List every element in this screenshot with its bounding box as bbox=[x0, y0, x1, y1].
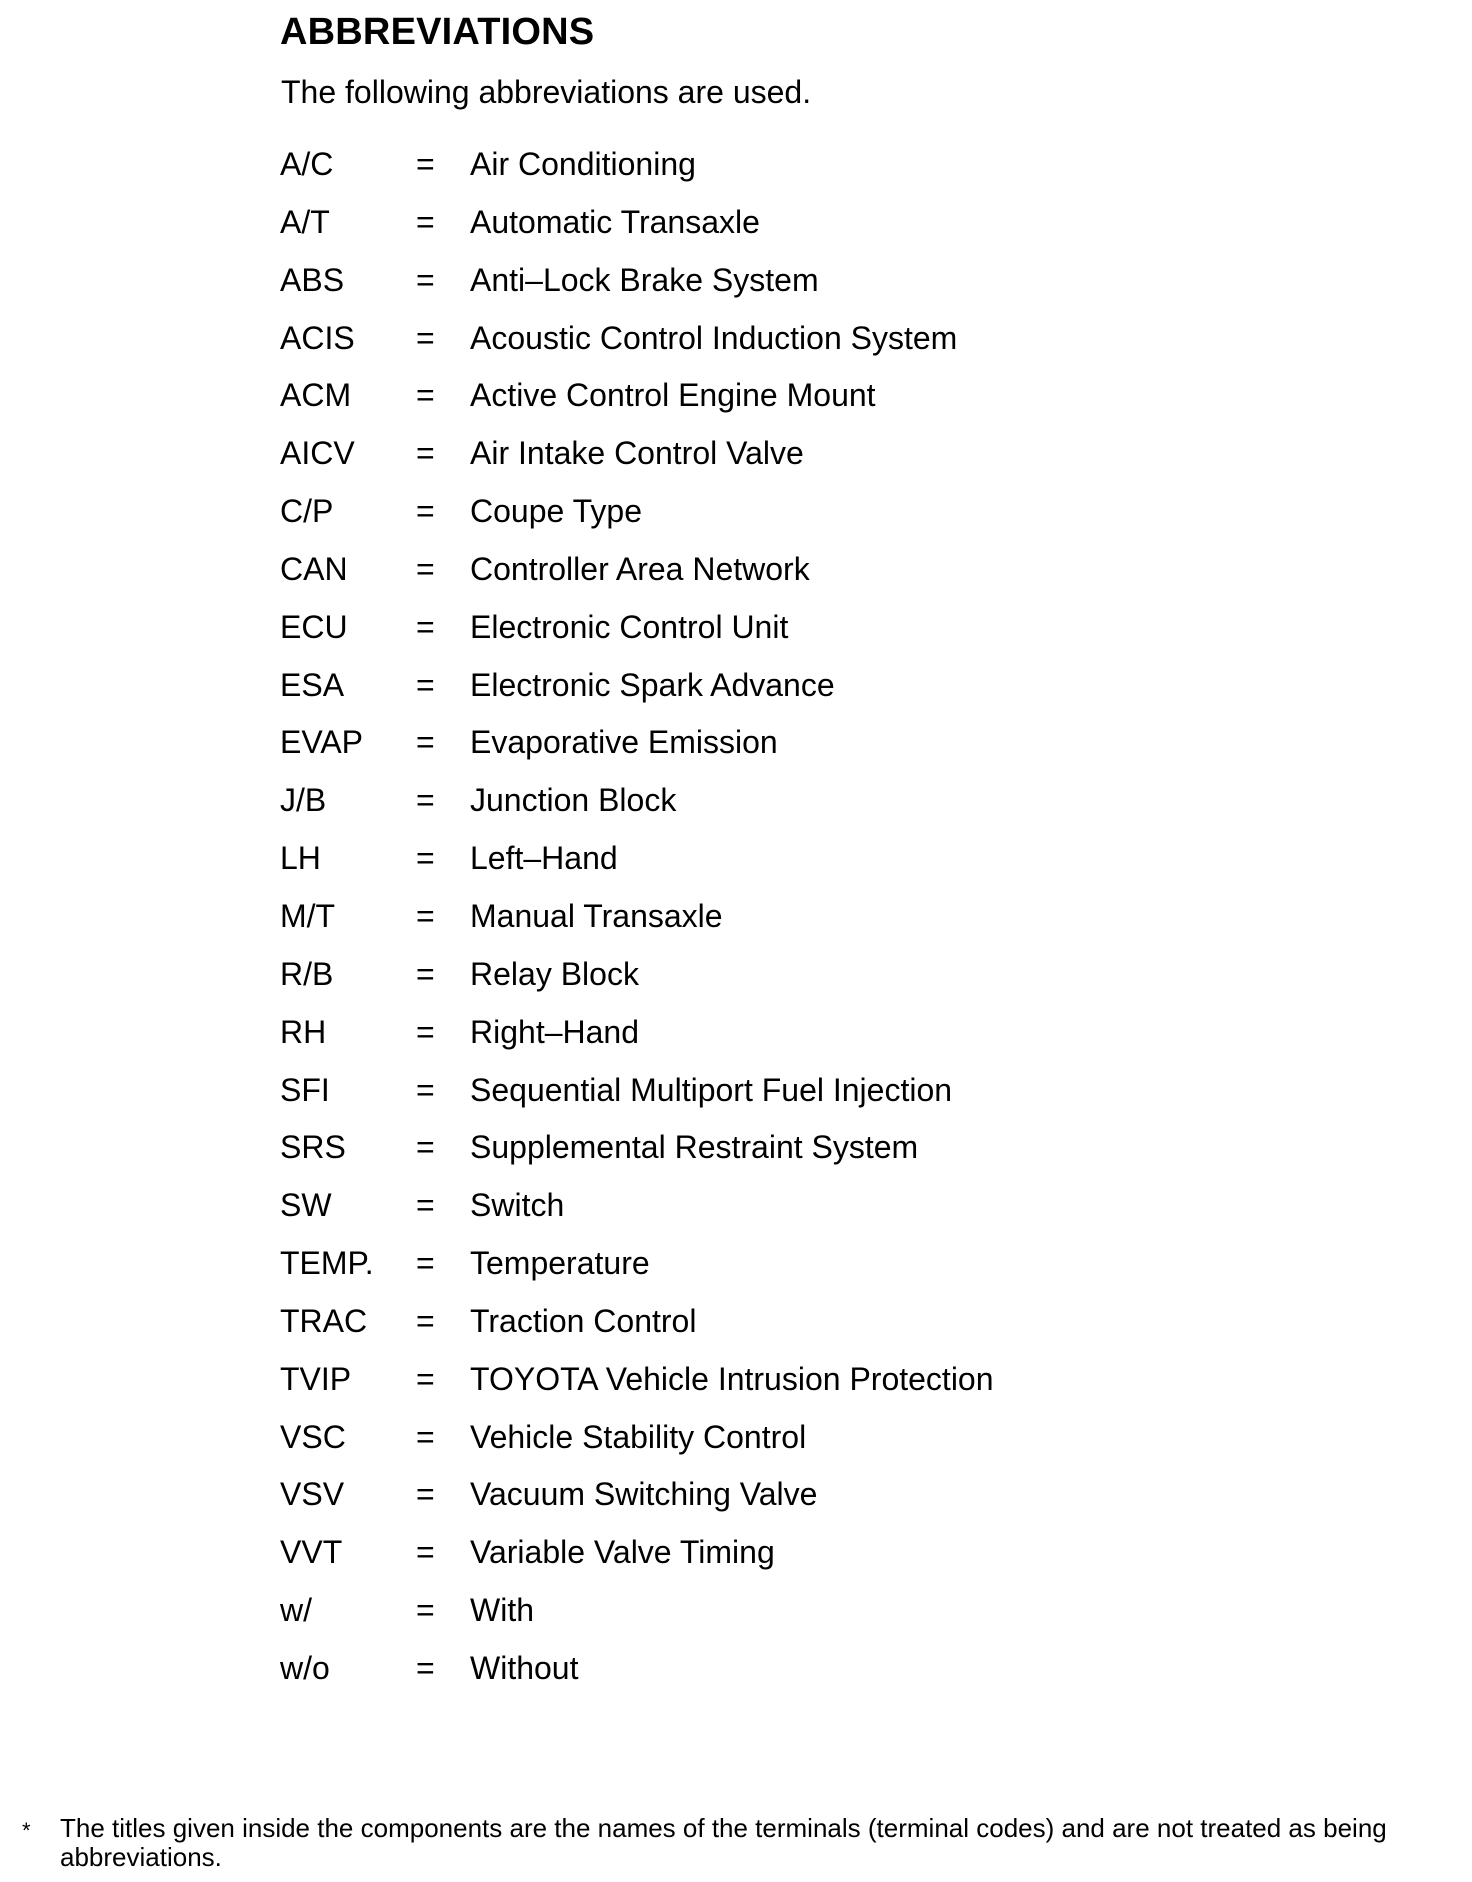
abbreviation-code: VSC bbox=[280, 1418, 346, 1455]
abbreviation-definition: Vehicle Stability Control bbox=[470, 1418, 807, 1455]
abbreviation-definition: Electronic Spark Advance bbox=[470, 666, 835, 703]
abbreviation-definition: Controller Area Network bbox=[470, 550, 810, 587]
equals-sign: = bbox=[416, 1187, 435, 1224]
equals-sign: = bbox=[416, 1129, 435, 1166]
abbreviation-definition: Switch bbox=[470, 1187, 565, 1224]
abbreviation-code: ABS bbox=[280, 261, 345, 298]
abbreviation-definition: Air Conditioning bbox=[470, 146, 696, 182]
equals-sign: = bbox=[416, 724, 435, 761]
abbreviation-definition: With bbox=[470, 1592, 534, 1629]
abbreviation-row bbox=[280, 487, 1040, 545]
equals-sign: = bbox=[416, 782, 435, 819]
abbreviation-code: ACM bbox=[280, 377, 352, 414]
equals-sign: = bbox=[416, 146, 435, 182]
equals-sign: = bbox=[416, 550, 435, 587]
abbreviation-code: EVAP bbox=[280, 724, 363, 761]
abbreviation-code: A/T bbox=[280, 203, 330, 240]
abbreviation-code: SFI bbox=[280, 1071, 330, 1108]
abbreviation-row bbox=[280, 1413, 1040, 1471]
equals-sign: = bbox=[416, 897, 435, 934]
abbreviation-definition: Left–Hand bbox=[470, 840, 618, 877]
abbreviation-definition: Coupe Type bbox=[470, 493, 642, 530]
abbreviation-row bbox=[280, 198, 1040, 256]
equals-sign: = bbox=[416, 319, 435, 356]
abbreviation-definition: Sequential Multiport Fuel Injection bbox=[470, 1071, 953, 1108]
equals-sign: = bbox=[416, 666, 435, 703]
abbreviation-row bbox=[280, 661, 1040, 719]
abbreviation-code: TRAC bbox=[280, 1302, 368, 1339]
abbreviation-row bbox=[280, 1297, 1040, 1355]
abbreviation-row bbox=[280, 1586, 1040, 1644]
abbreviation-definition: Vacuum Switching Valve bbox=[470, 1476, 818, 1513]
abbreviation-definition: Right–Hand bbox=[470, 1013, 639, 1050]
abbreviation-row bbox=[280, 256, 1040, 314]
abbreviation-code: RH bbox=[280, 1013, 327, 1050]
abbreviation-code: LH bbox=[280, 840, 321, 877]
abbreviation-row bbox=[280, 1181, 1040, 1239]
abbreviation-row bbox=[280, 892, 1040, 950]
abbreviation-definition: Active Control Engine Mount bbox=[470, 377, 876, 414]
abbreviation-definition: Air Intake Control Valve bbox=[470, 435, 804, 472]
equals-sign: = bbox=[416, 955, 435, 992]
abbreviation-definition: Without bbox=[470, 1649, 579, 1686]
abbreviation-row bbox=[280, 776, 1040, 834]
abbreviation-definition: Variable Valve Timing bbox=[470, 1534, 775, 1571]
abbreviation-row bbox=[280, 429, 1040, 487]
abbreviation-list bbox=[280, 140, 1040, 1702]
abbreviation-row bbox=[280, 1008, 1040, 1066]
abbreviation-code: w/ bbox=[280, 1592, 312, 1629]
equals-sign: = bbox=[416, 1013, 435, 1050]
abbreviation-code: ESA bbox=[280, 666, 345, 703]
page-title: ABBREVIATIONS bbox=[280, 11, 595, 53]
equals-sign: = bbox=[416, 203, 435, 240]
abbreviation-definition: Supplemental Restraint System bbox=[470, 1129, 919, 1166]
equals-sign: = bbox=[416, 435, 435, 472]
abbreviation-definition: Evaporative Emission bbox=[470, 724, 778, 761]
abbreviation-code: SRS bbox=[280, 1129, 346, 1166]
abbreviation-row bbox=[280, 545, 1040, 603]
equals-sign: = bbox=[416, 377, 435, 414]
equals-sign: = bbox=[416, 1534, 435, 1571]
abbreviation-definition: Temperature bbox=[470, 1245, 650, 1282]
abbreviation-row bbox=[280, 1355, 1040, 1413]
abbreviation-row bbox=[280, 1644, 1040, 1702]
abbreviation-definition: Relay Block bbox=[470, 955, 639, 992]
footnote-asterisk: * bbox=[22, 1818, 31, 1843]
abbreviation-definition: Manual Transaxle bbox=[470, 897, 723, 934]
intro-text: The following abbreviations are used. bbox=[281, 74, 812, 110]
equals-sign: = bbox=[416, 261, 435, 298]
abbreviation-definition: Junction Block bbox=[470, 782, 677, 819]
abbreviation-definition: Electronic Control Unit bbox=[470, 608, 789, 645]
abbreviation-code: w/o bbox=[280, 1649, 330, 1686]
abbreviation-row bbox=[280, 314, 1040, 372]
abbreviation-code: TVIP bbox=[280, 1360, 352, 1397]
abbreviation-row bbox=[280, 834, 1040, 892]
equals-sign: = bbox=[416, 1418, 435, 1455]
abbreviation-row bbox=[280, 1470, 1040, 1528]
abbreviation-definition: TOYOTA Vehicle Intrusion Protection bbox=[470, 1360, 994, 1397]
abbreviation-row bbox=[280, 603, 1040, 661]
abbreviation-definition: Automatic Transaxle bbox=[470, 203, 760, 240]
abbreviation-code: ACIS bbox=[280, 319, 355, 356]
abbreviation-code: ECU bbox=[280, 608, 348, 645]
abbreviation-code: J/B bbox=[280, 782, 327, 819]
equals-sign: = bbox=[416, 1476, 435, 1513]
abbreviation-row bbox=[280, 718, 1040, 776]
abbreviation-definition: Traction Control bbox=[470, 1302, 697, 1339]
equals-sign: = bbox=[416, 1245, 435, 1282]
equals-sign: = bbox=[416, 493, 435, 530]
equals-sign: = bbox=[416, 608, 435, 645]
equals-sign: = bbox=[416, 840, 435, 877]
abbreviation-code: TEMP. bbox=[280, 1245, 374, 1282]
equals-sign: = bbox=[416, 1302, 435, 1339]
abbreviation-row bbox=[280, 1528, 1040, 1586]
abbreviation-row bbox=[280, 371, 1040, 429]
equals-sign: = bbox=[416, 1649, 435, 1686]
footnote-text: The titles given inside the components are the names of the terminals (terminal codes) and are not treated as being abbreviations. bbox=[60, 1813, 1387, 1872]
abbreviation-definition: Anti–Lock Brake System bbox=[470, 261, 819, 298]
abbreviation-code: VVT bbox=[280, 1534, 343, 1571]
abbreviation-row bbox=[280, 1066, 1040, 1124]
abbreviation-row bbox=[280, 950, 1040, 1008]
abbreviation-row bbox=[280, 1123, 1040, 1181]
equals-sign: = bbox=[416, 1071, 435, 1108]
equals-sign: = bbox=[416, 1360, 435, 1397]
equals-sign: = bbox=[416, 1592, 435, 1629]
abbreviation-code: C/P bbox=[280, 493, 334, 530]
abbreviation-code: R/B bbox=[280, 955, 334, 992]
abbreviation-row bbox=[280, 1239, 1040, 1297]
abbreviation-code: A/C bbox=[280, 146, 334, 182]
abbreviation-code: AICV bbox=[280, 435, 355, 472]
abbreviation-row bbox=[280, 140, 1040, 198]
abbreviation-definition: Acoustic Control Induction System bbox=[470, 319, 958, 356]
abbreviation-code: CAN bbox=[280, 550, 348, 587]
abbreviation-code: VSV bbox=[280, 1476, 345, 1513]
abbreviation-code: SW bbox=[280, 1187, 332, 1224]
abbreviation-code: M/T bbox=[280, 897, 336, 934]
